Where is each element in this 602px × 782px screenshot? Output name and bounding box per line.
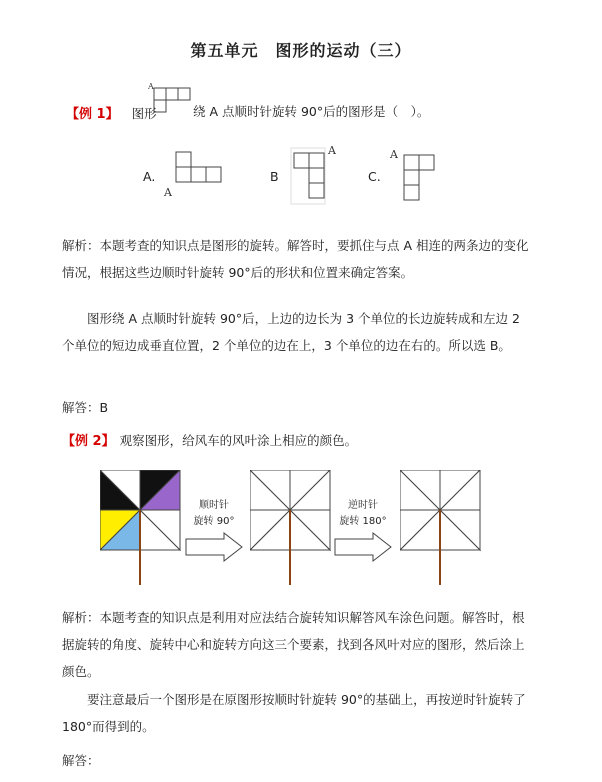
option-b-point-label: A bbox=[328, 144, 336, 157]
option-c-figure[interactable] bbox=[388, 143, 440, 205]
example-2-answer: 解答： bbox=[62, 753, 100, 768]
option-a-point-label: A bbox=[164, 186, 172, 199]
option-c-label[interactable]: C. bbox=[368, 169, 381, 184]
example-2-analysis: 解析：本题考查的知识点是利用对应法结合旋转知识解答风车涂色问题。解答时，根据旋转的角度、旋转中心和旋转方向这三个要素，找到各风叶对应的图形，然后涂上颜色。 bbox=[62, 610, 525, 679]
option-a-figure[interactable] bbox=[160, 148, 224, 200]
arrow-1-direction: 顺时针 bbox=[199, 500, 229, 511]
example-1-question bbox=[66, 103, 157, 123]
example-2-question bbox=[62, 430, 357, 450]
example-1-explanation: 图形绕 A 点顺时针旋转 90°后，上边的边长为 3 个单位的长边旋转成和左边 2 个单位的短边成垂直位置，2 个单位的边在上，3 个单位的边在右的。所以选 B。 bbox=[62, 311, 520, 353]
example-1-answer: 解答：B bbox=[62, 400, 109, 415]
arrow-2-label bbox=[335, 498, 391, 530]
arrow-2-direction: 逆时针 bbox=[348, 500, 378, 511]
option-c-point-label: A bbox=[390, 148, 398, 161]
example-1-question-text: 绕 A 点顺时针旋转 90°后的图形是（ ）。 bbox=[193, 104, 430, 119]
pinwheel-after-180 bbox=[400, 470, 484, 585]
arrow-1-angle: 旋转 90° bbox=[193, 516, 235, 527]
point-a-label: A bbox=[148, 82, 154, 91]
arrow-2-shape bbox=[333, 532, 393, 562]
pinwheel-after-90 bbox=[250, 470, 334, 585]
option-b-label[interactable]: B bbox=[270, 169, 279, 184]
pinwheel-original bbox=[100, 470, 184, 585]
arrow-1-shape bbox=[184, 532, 244, 562]
example-2-question-text: 观察图形，给风车的风叶涂上相应的颜色。 bbox=[119, 433, 358, 448]
example-1-analysis: 解析：本题考查的知识点是图形的旋转。解答时，要抓住与点 A 相连的两条边的变化情况，根据这些边顺时针旋转 90°后的形状和位置来确定答案。 bbox=[62, 238, 529, 280]
example-2-explanation: 要注意最后一个图形是在原图形按顺时针旋转 90°的基础上，再按逆时针旋转了 180°而得到的。 bbox=[62, 692, 526, 734]
question-prefix: 图形 bbox=[131, 106, 157, 121]
option-a-label[interactable]: A. bbox=[143, 169, 156, 184]
page-title: 第五单元 图形的运动（三） bbox=[190, 41, 412, 60]
original-figure bbox=[148, 80, 194, 114]
arrow-2-angle: 旋转 180° bbox=[339, 516, 387, 527]
arrow-1-label bbox=[186, 498, 242, 530]
example-2-label: 【例 2】 bbox=[62, 434, 115, 449]
example-1-label: 【例 1】 bbox=[66, 107, 119, 122]
option-b-figure[interactable] bbox=[288, 143, 344, 205]
